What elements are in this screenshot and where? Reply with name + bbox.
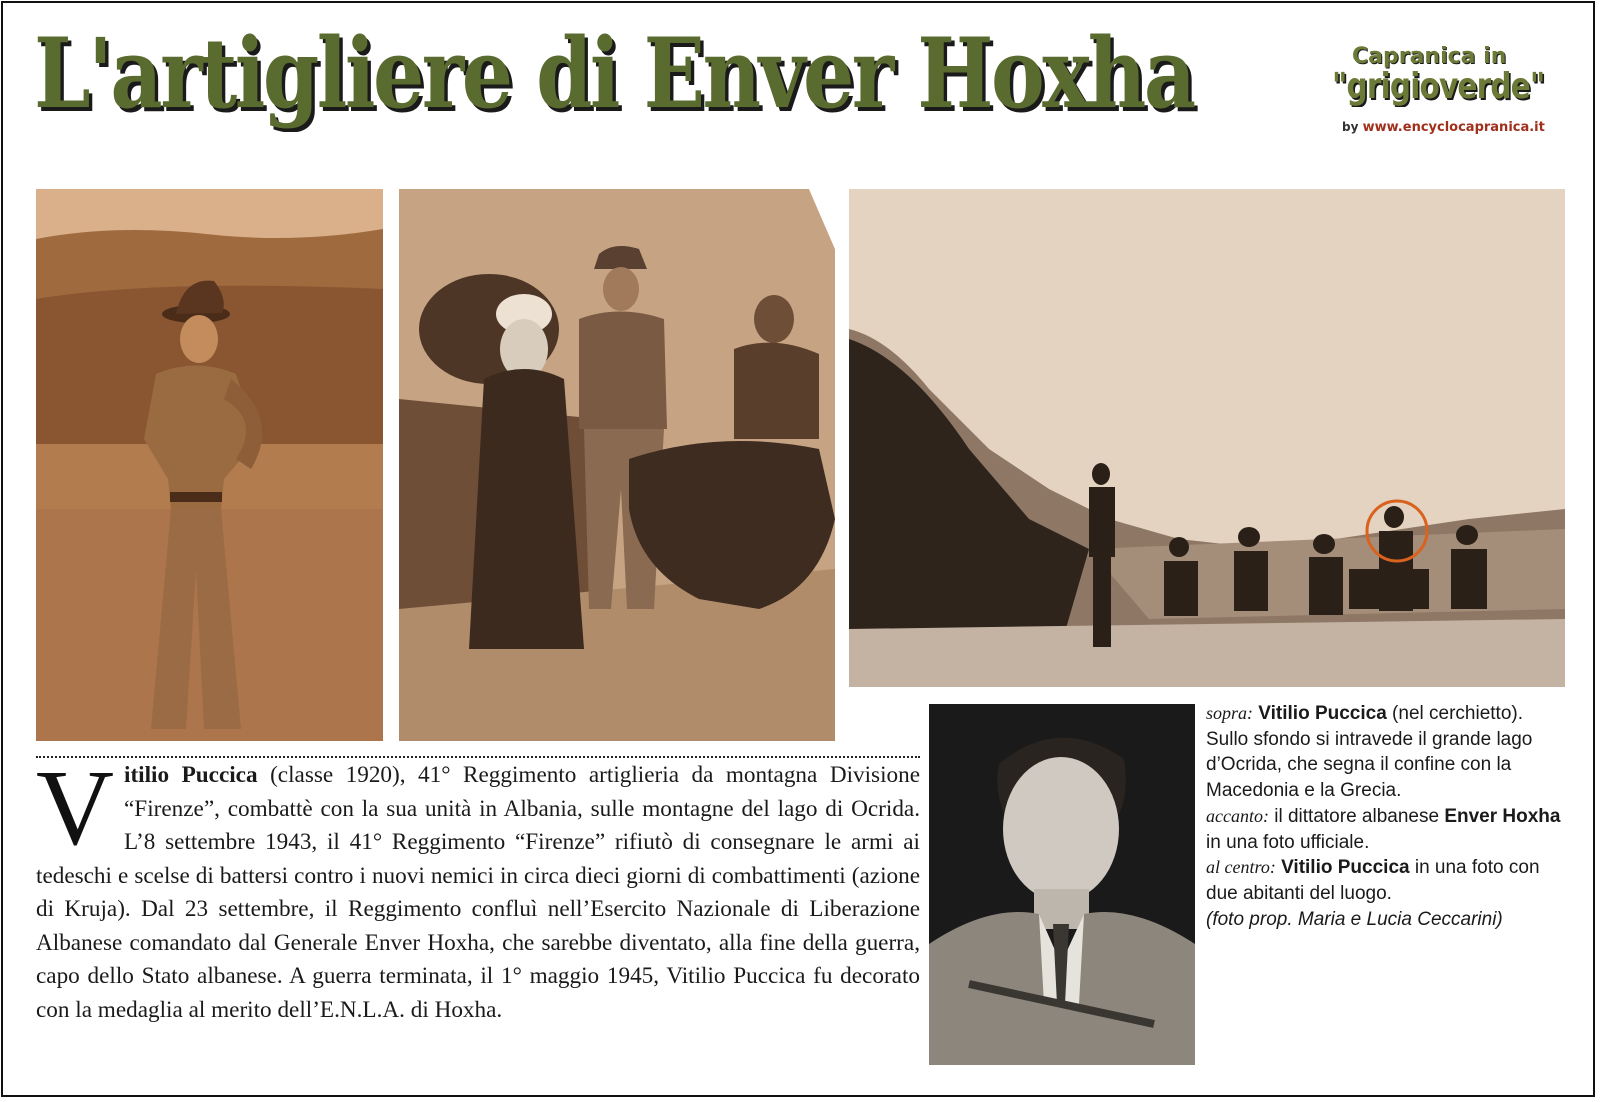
caption-label-accanto: accanto: — [1206, 805, 1269, 826]
caption-text-centro: in una foto con due abitanti del luogo. — [1206, 857, 1540, 904]
article-body — [36, 749, 920, 1027]
caption-text-sopra: Sullo sfondo si intravede il grande lago d’Ocrida, che segna il confine con la Macedonia e la Grecia. — [1206, 728, 1533, 802]
caption-name-sopra: Vitilio Puccica — [1258, 703, 1387, 724]
caption-label-sopra: sopra: — [1206, 703, 1254, 723]
caption-label-centro: al centro: — [1206, 857, 1276, 878]
logo-byline — [1342, 120, 1545, 135]
logo-line-1: Capranica in — [1352, 44, 1507, 69]
article-text: (classe 1920), 41° Reggimento artiglieria da montagna Divisione “Firenze”, combattè con la sua unità in Albania, sulle montagne del lago di Ocrida. L’8 settembre 1943, il 41° Reggimento “Firenze” rifiutò di consegnare le armi ai tedeschi e scelse di battersi contro i nuovi nemici in circa dieci giorni di combattimenti (azione di Kruja). Dal 23 settembre, il Reggimento confluì nell’Esercito Nazionale di Liberazione Albanese comandato dal Generale Enver Hoxha, che sarebbe diventato, alla fine della guerra, capo dello Stato albanese. A guerra terminata, il 1° maggio 1945, Vitilio Puccica fu decorato con la medaglia al merito dell’E.N.L.A. di Hoxha. — [36, 762, 920, 1023]
dotted-divider — [36, 756, 920, 758]
caption-note-sopra: (nel cerchietto). — [1386, 703, 1524, 724]
drop-cap: V — [36, 749, 114, 868]
logo-by: by — [1342, 120, 1359, 134]
photo-caption — [1206, 701, 1576, 932]
website-link[interactable]: www.encyclocapranica.it — [1362, 120, 1545, 135]
caption-name-centro: Vitilio Puccica — [1281, 857, 1410, 879]
page-title: L'artigliere di Enver Hoxha — [34, 17, 1194, 130]
photo-soldiers-hillside — [849, 189, 1565, 687]
caption-text-accanto: il dittatore albanese — [1268, 805, 1445, 827]
article-subject-name: itilio Puccica — [124, 762, 258, 788]
photo-soldier-with-locals — [399, 189, 835, 741]
caption-name-accanto: Enver Hoxha — [1444, 805, 1561, 827]
caption-tail-accanto: in una foto ufficiale. — [1206, 831, 1370, 853]
photo-credit: (foto prop. Maria e Lucia Ceccarini) — [1206, 908, 1503, 930]
photo-soldier-standing — [36, 189, 383, 741]
photo-enver-hoxha-portrait — [929, 704, 1195, 1065]
logo-line-2: "grigioverde" — [1332, 66, 1545, 107]
